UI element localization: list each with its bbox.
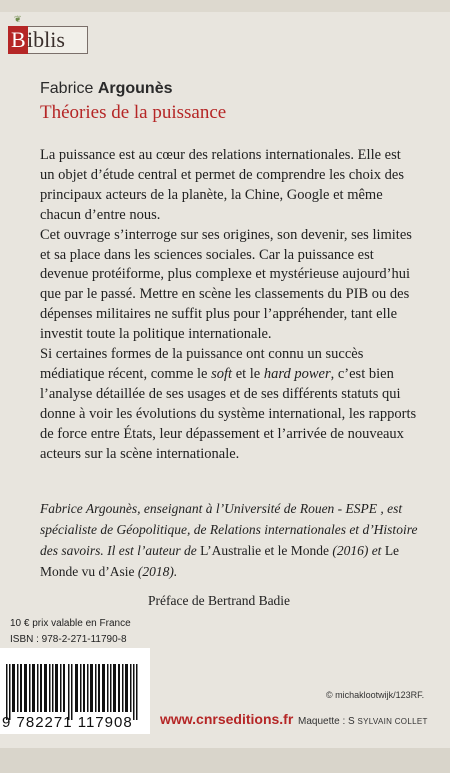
leaf-icon: ❦ xyxy=(14,14,22,24)
blurb xyxy=(40,146,418,465)
preface-credit: Préface de Bertrand Badie xyxy=(148,593,291,608)
series-logo-initial: B xyxy=(11,27,26,52)
isbn: ISBN : 978-2-271-11790-8 xyxy=(10,634,127,645)
author-first-name: Fabrice xyxy=(40,80,94,97)
barcode xyxy=(6,664,141,720)
series-logo-text: iblis xyxy=(27,27,65,52)
author-bio: Fabrice Argounès, enseignant à l’Université de Rouen - ESPE , est spécialiste de Géopolitique, de Relations internationales et d’Histoire des savoirs. Il est l’auteur de L’Australie et le Monde (2016) et Le Monde vu d’Asie (2018). xyxy=(40,501,418,579)
book-title: Théories de la puissance xyxy=(40,102,227,123)
photo-credit: © michaklootwijk/123RF. xyxy=(326,690,425,700)
design-credit xyxy=(298,716,428,727)
designer-name: SYLVAIN COLLET xyxy=(357,717,428,726)
publisher-website: www.cnrseditions.fr xyxy=(160,711,294,727)
designer-logo-icon: S xyxy=(348,716,355,727)
author-name xyxy=(40,80,172,98)
cover-top-edge xyxy=(0,0,450,12)
cover-bottom-edge xyxy=(0,748,450,773)
blurb-paragraph: Si certaines formes de la puissance ont connu un succès médiatique récent, comme le soft et le hard power, c’est bien l’analyse détaillée de ses usages et de ses différents statuts qui donne à voir les évolutions du système international, les rapports de force entre États, leur dépassement et l’arrivée de nouveaux acteurs sur la scène internationale. xyxy=(40,346,417,462)
design-credit-label: Maquette : xyxy=(298,716,346,727)
author-last-name: Argounès xyxy=(97,80,173,97)
barcode-number: 9 782271 117908 xyxy=(2,714,133,731)
blurb-paragraph: La puissance est au cœur des relations internationales. Elle est un objet d’étude central et permet de comprendre les choix des principaux acteurs de la planète, la Chine, Google et même chacun d’entre nous. xyxy=(40,147,404,223)
price: 10 € prix valable en France xyxy=(10,618,131,629)
blurb-paragraph: Cet ouvrage s’interroge sur ses origines, son devenir, ses limites et sa place dans les sciences sociales. Car la puissance est devenue protéiforme, plus complexe et mystérieuse aujourd’hui que par le passé. Mettre en scène les classements du PIB ou des dépenses militaires ne suffit plus pour l’appréhender, tant elle investit toute la politique internationale. xyxy=(40,226,412,343)
